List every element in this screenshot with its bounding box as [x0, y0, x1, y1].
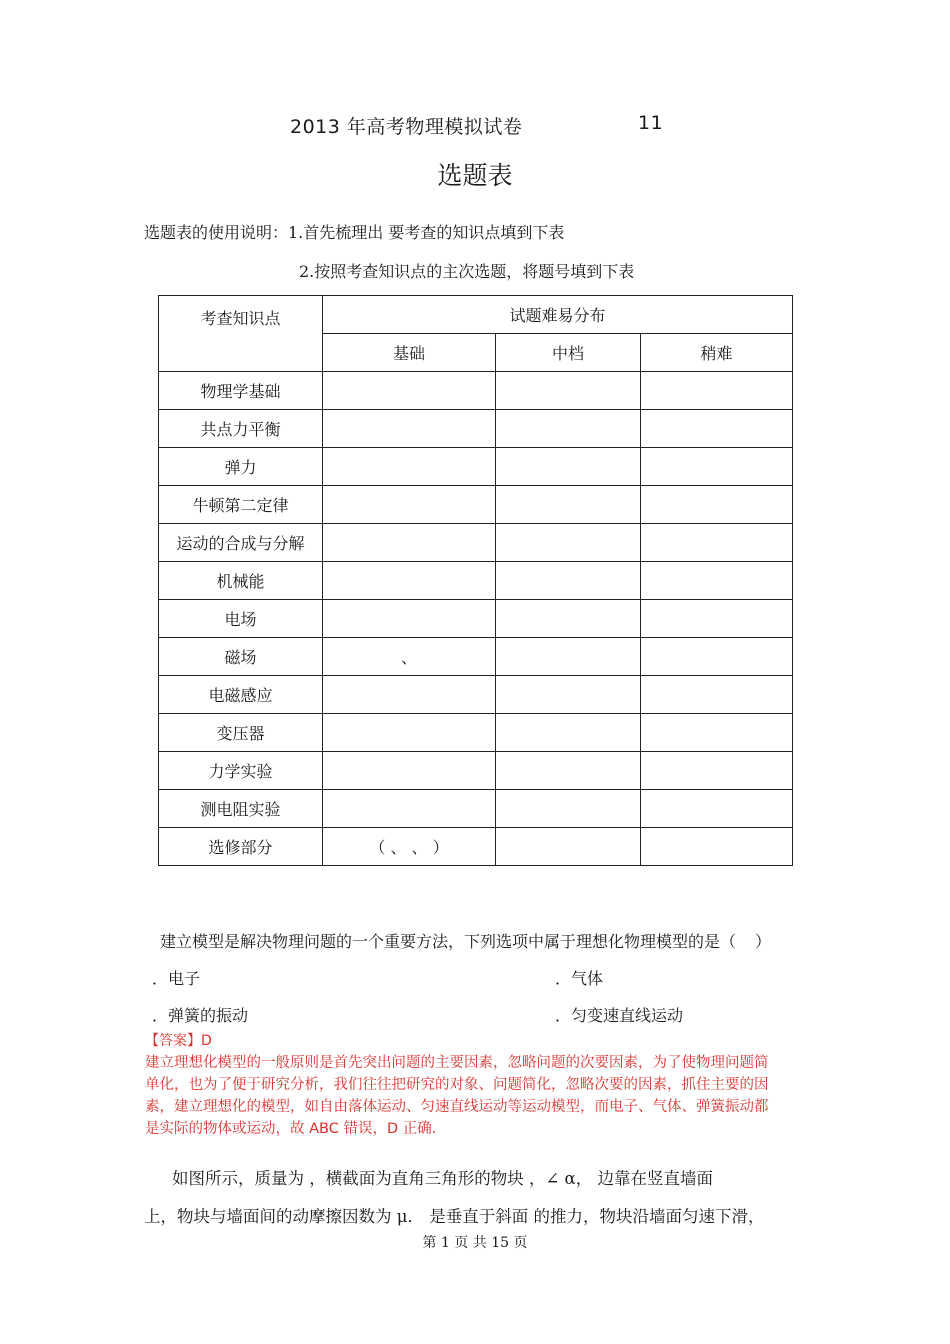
hard-cell[interactable] [641, 714, 793, 752]
document-title-main: 2013 年高考物理模拟试卷 [290, 116, 523, 138]
topic-cell: 机械能 [159, 562, 323, 600]
mid-cell[interactable] [496, 524, 641, 562]
basic-cell[interactable] [323, 486, 496, 524]
answer-explanation [145, 1052, 805, 1140]
table-row [159, 828, 793, 866]
topic-cell: 共点力平衡 [159, 410, 323, 448]
explanation-line: 建立理想化模型的一般原则是首先突出问题的主要因素，忽略问题的次要因素，为了使物理问题简 [145, 1055, 769, 1071]
topic-cell: 测电阻实验 [159, 790, 323, 828]
mid-cell[interactable] [496, 714, 641, 752]
table-header-row [159, 296, 793, 334]
hard-cell[interactable] [641, 486, 793, 524]
option-d: ．匀变速直线运动 [555, 1006, 684, 1025]
table-row [159, 372, 793, 410]
mid-cell[interactable] [496, 600, 641, 638]
table-body [159, 372, 793, 866]
topic-cell: 电磁感应 [159, 676, 323, 714]
basic-cell[interactable] [323, 372, 496, 410]
basic-cell[interactable] [323, 714, 496, 752]
mid-cell[interactable] [496, 828, 641, 866]
basic-cell[interactable] [323, 562, 496, 600]
instruction-line-1: 选题表的使用说明：1.首先梳理出 要考查的知识点填到下表 [144, 223, 565, 242]
hard-cell[interactable] [641, 372, 793, 410]
topic-cell: 电场 [159, 600, 323, 638]
mid-cell[interactable] [496, 372, 641, 410]
question-1-stem [160, 929, 772, 952]
topic-cell: 选修部分 [159, 828, 323, 866]
table-row [159, 638, 793, 676]
table-row [159, 524, 793, 562]
hard-cell[interactable] [641, 752, 793, 790]
hard-cell[interactable] [641, 410, 793, 448]
mid-cell[interactable] [496, 448, 641, 486]
document-title-number: 11 [638, 112, 664, 134]
topic-cell: 变压器 [159, 714, 323, 752]
page-subtitle: 选题表 [437, 161, 513, 190]
topic-cell: 弹力 [159, 448, 323, 486]
mid-cell[interactable] [496, 752, 641, 790]
basic-cell[interactable]: 、 [323, 638, 496, 676]
hard-cell[interactable] [641, 600, 793, 638]
question-2-line-1: 如图所示，质量为 ，横截面为直角三角形的物块 ，∠ α， 边靠在竖直墙面 [172, 1169, 713, 1188]
topic-cell: 运动的合成与分解 [159, 524, 323, 562]
hard-cell[interactable] [641, 638, 793, 676]
question-1-text: 建立模型是解决物理问题的一个重要方法，下列选项中属于理想化物理模型的是（ [160, 932, 737, 951]
topic-cell: 物理学基础 [159, 372, 323, 410]
option-a: ．电子 [152, 969, 201, 988]
distribution-header: 试题难易分布 [323, 296, 793, 334]
topic-cell: 力学实验 [159, 752, 323, 790]
topic-cell: 磁场 [159, 638, 323, 676]
hard-cell[interactable] [641, 828, 793, 866]
basic-cell[interactable] [323, 448, 496, 486]
mid-cell[interactable] [496, 410, 641, 448]
hard-cell[interactable] [641, 790, 793, 828]
table-row [159, 486, 793, 524]
table-row [159, 790, 793, 828]
table-row [159, 448, 793, 486]
level-hard-header: 稍难 [641, 334, 793, 372]
option-b: ．气体 [555, 969, 604, 988]
page-footer: 第 1 页 共 15 页 [422, 1235, 528, 1251]
level-basic-header: 基础 [323, 334, 496, 372]
topic-cell: 牛顿第二定律 [159, 486, 323, 524]
table-row [159, 410, 793, 448]
table-row [159, 676, 793, 714]
basic-cell[interactable] [323, 752, 496, 790]
hard-cell[interactable] [641, 448, 793, 486]
mid-cell[interactable] [496, 638, 641, 676]
level-mid-header: 中档 [496, 334, 641, 372]
hard-cell[interactable] [641, 562, 793, 600]
question-selection-table [158, 295, 793, 866]
basic-cell[interactable]: （ 、 、 ） [323, 828, 496, 866]
basic-cell[interactable] [323, 410, 496, 448]
option-c: ．弹簧的振动 [152, 1006, 249, 1025]
hard-cell[interactable] [641, 524, 793, 562]
explanation-line: 是实际的物体或运动，故 ABC 错误，D 正确. [145, 1121, 437, 1137]
basic-cell[interactable] [323, 676, 496, 714]
mid-cell[interactable] [496, 676, 641, 714]
table-row [159, 562, 793, 600]
table-row [159, 714, 793, 752]
question-2-line-2: 上，物块与墙面间的动摩擦因数为 μ． 是垂直于斜面 的推力，物块沿墙面匀速下滑， [144, 1207, 765, 1226]
basic-cell[interactable] [323, 524, 496, 562]
question-1-paren-close: ） [755, 932, 772, 951]
hard-cell[interactable] [641, 676, 793, 714]
mid-cell[interactable] [496, 562, 641, 600]
explanation-line: 素，建立理想化的模型，如自由落体运动、匀速直线运动等运动模型，而电子、气体、弹簧振动都 [145, 1099, 769, 1115]
instruction-line-2: 2.按照考查知识点的主次选题，将题号填到下表 [299, 262, 635, 281]
table-row [159, 752, 793, 790]
mid-cell[interactable] [496, 486, 641, 524]
topic-header: 考查知识点 [159, 296, 323, 372]
basic-cell[interactable] [323, 600, 496, 638]
mid-cell[interactable] [496, 790, 641, 828]
basic-cell[interactable] [323, 790, 496, 828]
table-row [159, 600, 793, 638]
answer-label: 【答案】D [145, 1033, 212, 1049]
explanation-line: 单化，也为了便于研究分析，我们往往把研究的对象、问题简化，忽略次要的因素，抓住主要的因 [145, 1077, 769, 1093]
